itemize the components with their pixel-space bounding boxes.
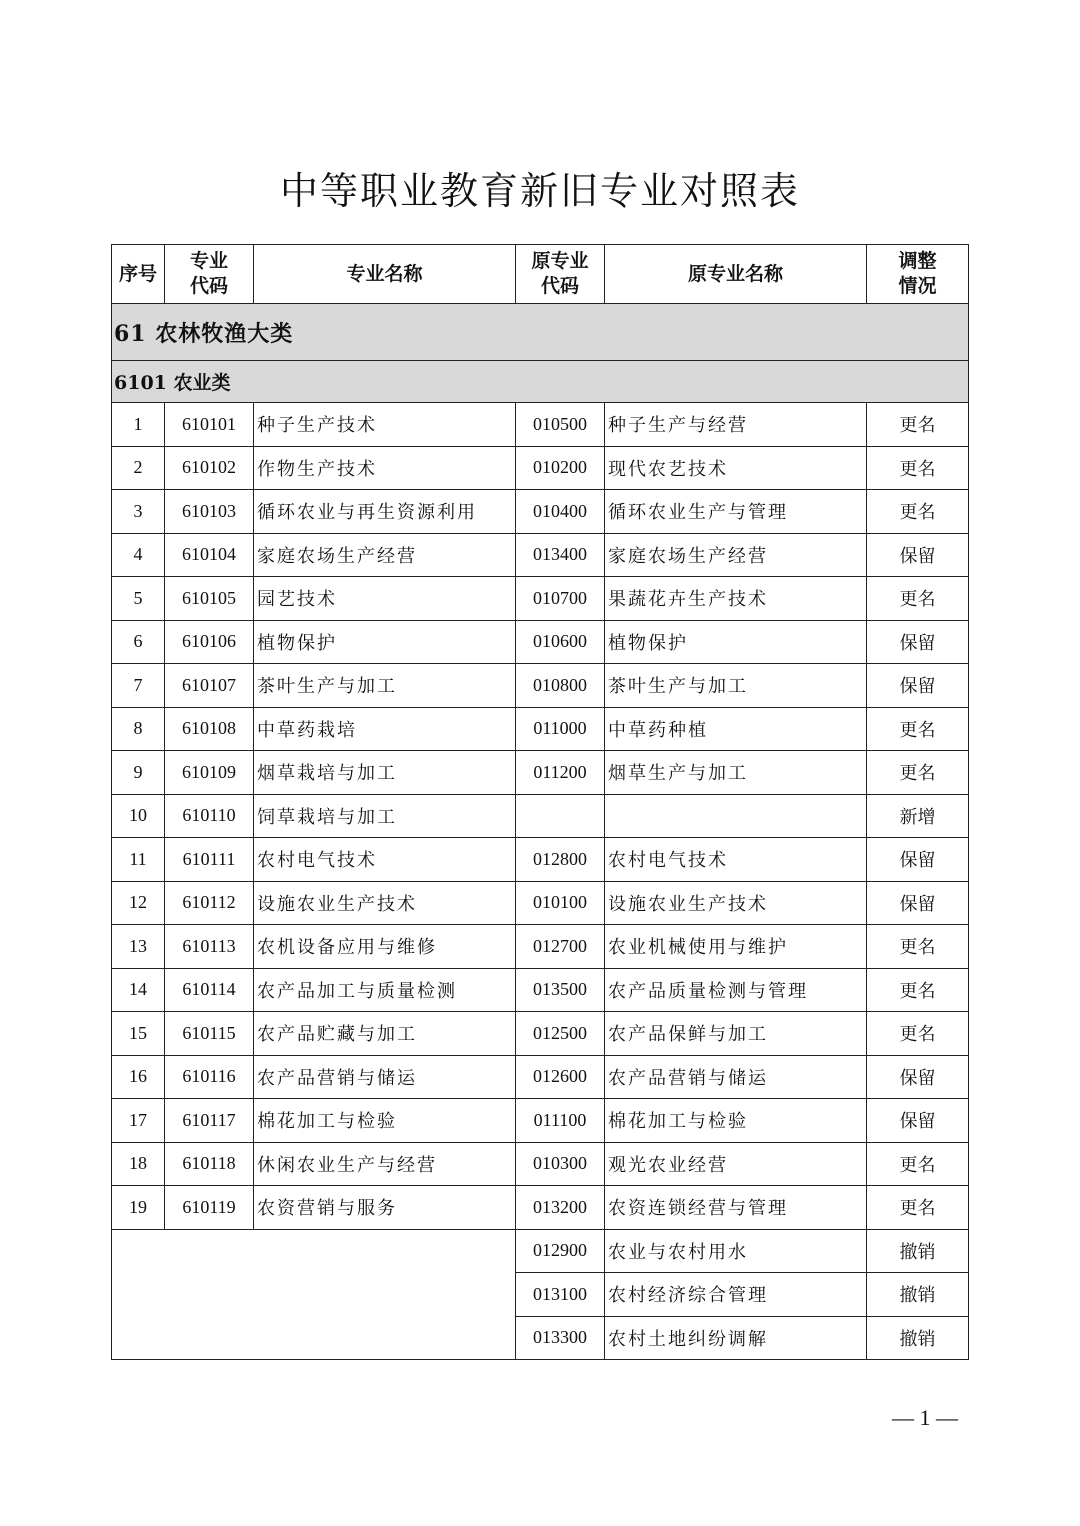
row-old-code: 012800	[516, 838, 605, 882]
removed-old-name: 农业与农村用水	[605, 1229, 867, 1273]
header-old-name: 原专业名称	[605, 245, 867, 304]
header-code	[165, 245, 254, 304]
row-old-code: 010600	[516, 620, 605, 664]
table-row	[112, 577, 969, 621]
row-seq: 6	[112, 620, 165, 664]
header-seq: 序号	[112, 245, 165, 304]
table-row	[112, 446, 969, 490]
row-seq: 1	[112, 403, 165, 447]
row-name: 农产品贮藏与加工	[254, 1012, 516, 1056]
row-old-name: 棉花加工与检验	[605, 1099, 867, 1143]
subcategory-label: 6101 农业类	[112, 361, 969, 403]
row-name: 农资营销与服务	[254, 1186, 516, 1230]
row-status: 更名	[867, 577, 969, 621]
row-old-name: 设施农业生产技术	[605, 881, 867, 925]
header-old-code-line2: 代码	[540, 275, 579, 297]
row-old-code: 010800	[516, 664, 605, 708]
header-code-line1: 专业	[189, 250, 228, 272]
row-name: 循环农业与再生资源利用	[254, 490, 516, 534]
row-status: 新增	[867, 794, 969, 838]
table-row	[112, 1055, 969, 1099]
row-name: 农村电气技术	[254, 838, 516, 882]
row-status: 保留	[867, 620, 969, 664]
row-code: 610109	[165, 751, 254, 795]
row-name: 烟草栽培与加工	[254, 751, 516, 795]
table-row	[112, 1012, 969, 1056]
row-seq: 4	[112, 533, 165, 577]
row-code: 610112	[165, 881, 254, 925]
row-old-code: 012500	[516, 1012, 605, 1056]
row-code: 610113	[165, 925, 254, 969]
row-code: 610101	[165, 403, 254, 447]
row-code: 610102	[165, 446, 254, 490]
table-row	[112, 925, 969, 969]
row-name: 家庭农场生产经营	[254, 533, 516, 577]
row-seq: 13	[112, 925, 165, 969]
row-name: 农机设备应用与维修	[254, 925, 516, 969]
table-row	[112, 794, 969, 838]
row-old-name: 植物保护	[605, 620, 867, 664]
row-code: 610117	[165, 1099, 254, 1143]
header-status-line2: 情况	[898, 275, 937, 297]
row-seq: 3	[112, 490, 165, 534]
row-old-name: 农产品营销与储运	[605, 1055, 867, 1099]
row-status: 保留	[867, 1055, 969, 1099]
page-title: 中等职业教育新旧专业对照表	[279, 169, 800, 213]
removed-old-code: 012900	[516, 1229, 605, 1273]
subcategory-row	[112, 361, 969, 403]
row-old-code: 010500	[516, 403, 605, 447]
category-row	[112, 304, 969, 361]
header-status-line1: 调整	[898, 250, 937, 272]
row-old-name: 循环农业生产与管理	[605, 490, 867, 534]
row-code: 610110	[165, 794, 254, 838]
removed-blank-cell	[112, 1229, 516, 1360]
table-row	[112, 533, 969, 577]
removed-old-code: 013300	[516, 1316, 605, 1360]
row-seq: 5	[112, 577, 165, 621]
row-old-name: 农村电气技术	[605, 838, 867, 882]
row-old-name: 种子生产与经营	[605, 403, 867, 447]
row-code: 610115	[165, 1012, 254, 1056]
row-old-code: 011000	[516, 707, 605, 751]
table-header-row	[112, 245, 969, 304]
row-code: 610105	[165, 577, 254, 621]
row-seq: 15	[112, 1012, 165, 1056]
row-old-name: 家庭农场生产经营	[605, 533, 867, 577]
row-status: 更名	[867, 1186, 969, 1230]
row-code: 610108	[165, 707, 254, 751]
table-row	[112, 1186, 969, 1230]
row-code: 610106	[165, 620, 254, 664]
row-code: 610119	[165, 1186, 254, 1230]
header-old-code-line1: 原专业	[531, 250, 589, 272]
removed-status: 撤销	[867, 1316, 969, 1360]
row-status: 更名	[867, 490, 969, 534]
row-old-code: 010700	[516, 577, 605, 621]
table-row	[112, 751, 969, 795]
row-old-code: 013200	[516, 1186, 605, 1230]
table-row	[112, 1099, 969, 1143]
row-old-code	[516, 794, 605, 838]
row-old-code: 013400	[516, 533, 605, 577]
row-old-name: 烟草生产与加工	[605, 751, 867, 795]
row-code: 610111	[165, 838, 254, 882]
row-old-name: 现代农艺技术	[605, 446, 867, 490]
row-old-code: 013500	[516, 968, 605, 1012]
row-name: 休闲农业生产与经营	[254, 1142, 516, 1186]
header-code-line2: 代码	[189, 275, 228, 297]
category-label: 61 农林牧渔大类	[112, 304, 969, 361]
row-seq: 17	[112, 1099, 165, 1143]
row-name: 种子生产技术	[254, 403, 516, 447]
row-status: 更名	[867, 968, 969, 1012]
row-name: 农产品营销与储运	[254, 1055, 516, 1099]
row-name: 植物保护	[254, 620, 516, 664]
row-seq: 10	[112, 794, 165, 838]
row-code: 610107	[165, 664, 254, 708]
row-name: 农产品加工与质量检测	[254, 968, 516, 1012]
row-name: 饲草栽培与加工	[254, 794, 516, 838]
row-status: 更名	[867, 925, 969, 969]
row-code: 610103	[165, 490, 254, 534]
table-row	[112, 881, 969, 925]
row-status: 更名	[867, 1012, 969, 1056]
row-seq: 12	[112, 881, 165, 925]
row-code: 610118	[165, 1142, 254, 1186]
row-seq: 11	[112, 838, 165, 882]
row-old-code: 010200	[516, 446, 605, 490]
header-name: 专业名称	[254, 245, 516, 304]
row-name: 茶叶生产与加工	[254, 664, 516, 708]
row-status: 更名	[867, 707, 969, 751]
row-seq: 2	[112, 446, 165, 490]
row-old-code: 012600	[516, 1055, 605, 1099]
table-row	[112, 490, 969, 534]
header-old-code	[516, 245, 605, 304]
row-seq: 8	[112, 707, 165, 751]
row-old-name: 农产品质量检测与管理	[605, 968, 867, 1012]
table-row	[112, 707, 969, 751]
row-seq: 9	[112, 751, 165, 795]
row-old-name: 农产品保鲜与加工	[605, 1012, 867, 1056]
row-status: 保留	[867, 1099, 969, 1143]
row-old-code: 012700	[516, 925, 605, 969]
row-old-code: 010100	[516, 881, 605, 925]
removed-old-code: 013100	[516, 1273, 605, 1317]
row-old-code: 010300	[516, 1142, 605, 1186]
row-name: 作物生产技术	[254, 446, 516, 490]
row-name: 设施农业生产技术	[254, 881, 516, 925]
row-name: 园艺技术	[254, 577, 516, 621]
major-mapping-table	[111, 244, 969, 1360]
header-status	[867, 245, 969, 304]
row-status: 更名	[867, 751, 969, 795]
row-name: 中草药栽培	[254, 707, 516, 751]
row-status: 保留	[867, 664, 969, 708]
row-seq: 14	[112, 968, 165, 1012]
table-row	[112, 1142, 969, 1186]
removed-status: 撤销	[867, 1229, 969, 1273]
row-code: 610104	[165, 533, 254, 577]
row-old-code: 011200	[516, 751, 605, 795]
row-seq: 18	[112, 1142, 165, 1186]
row-seq: 16	[112, 1055, 165, 1099]
table-row	[112, 620, 969, 664]
removed-status: 撤销	[867, 1273, 969, 1317]
row-status: 保留	[867, 881, 969, 925]
table-row	[112, 968, 969, 1012]
row-old-code: 010400	[516, 490, 605, 534]
row-seq: 7	[112, 664, 165, 708]
row-old-name: 中草药种植	[605, 707, 867, 751]
row-code: 610114	[165, 968, 254, 1012]
removed-row	[112, 1229, 969, 1273]
table-row	[112, 664, 969, 708]
row-old-name: 农业机械使用与维护	[605, 925, 867, 969]
row-status: 保留	[867, 838, 969, 882]
row-status: 更名	[867, 1142, 969, 1186]
row-old-code: 011100	[516, 1099, 605, 1143]
row-status: 更名	[867, 446, 969, 490]
table-row	[112, 403, 969, 447]
row-old-name: 茶叶生产与加工	[605, 664, 867, 708]
removed-old-name: 农村经济综合管理	[605, 1273, 867, 1317]
row-old-name: 观光农业经营	[605, 1142, 867, 1186]
row-old-name	[605, 794, 867, 838]
removed-old-name: 农村土地纠纷调解	[605, 1316, 867, 1360]
page-number: — 1 —	[892, 1405, 958, 1430]
table-row	[112, 838, 969, 882]
row-name: 棉花加工与检验	[254, 1099, 516, 1143]
row-code: 610116	[165, 1055, 254, 1099]
row-old-name: 果蔬花卉生产技术	[605, 577, 867, 621]
row-old-name: 农资连锁经营与管理	[605, 1186, 867, 1230]
row-status: 保留	[867, 533, 969, 577]
row-seq: 19	[112, 1186, 165, 1230]
row-status: 更名	[867, 403, 969, 447]
